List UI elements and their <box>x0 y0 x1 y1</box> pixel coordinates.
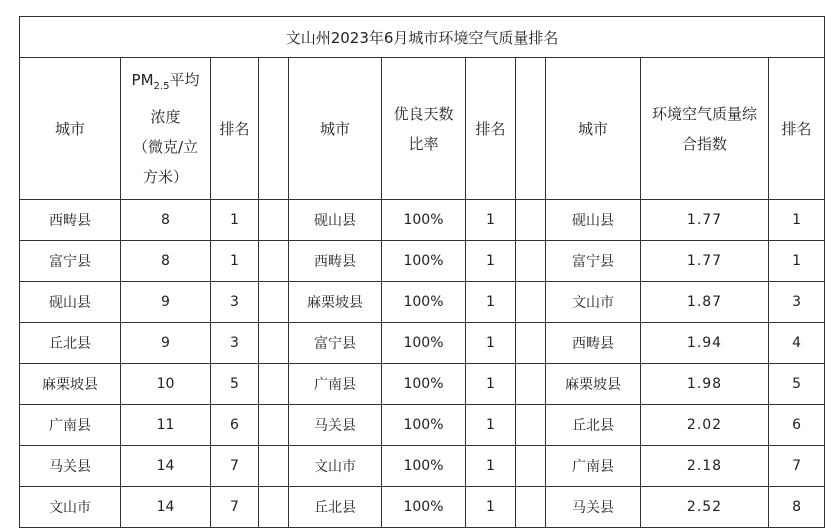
good-rate-cell: 100% <box>382 200 466 241</box>
rank-cell: 7 <box>211 487 259 528</box>
t2-city-header: 城市 <box>289 58 382 200</box>
city-cell: 西畴县 <box>289 241 382 282</box>
pm-label: PM <box>131 71 154 89</box>
pm-value-cell: 8 <box>121 200 211 241</box>
pm-header-line3: （微克/立 <box>132 138 199 156</box>
city-cell: 西畴县 <box>546 323 641 364</box>
city-cell: 广南县 <box>546 446 641 487</box>
rank-cell: 1 <box>769 241 825 282</box>
city-cell: 丘北县 <box>20 323 121 364</box>
good-rate-cell: 100% <box>382 405 466 446</box>
gap-cell <box>516 405 546 446</box>
table-row <box>20 282 825 323</box>
t2-rank-header: 排名 <box>466 58 516 200</box>
ranking-table <box>19 16 825 528</box>
good-rate-cell: 100% <box>382 282 466 323</box>
good-rate-cell: 100% <box>382 487 466 528</box>
rank-cell: 3 <box>211 282 259 323</box>
city-cell: 文山市 <box>546 282 641 323</box>
aqi-value-cell: 1.77 <box>641 241 769 282</box>
gap-cell <box>516 282 546 323</box>
pm-value-cell: 11 <box>121 405 211 446</box>
gap-cell <box>259 446 289 487</box>
city-cell: 文山市 <box>20 487 121 528</box>
city-cell: 西畴县 <box>20 200 121 241</box>
rank-cell: 1 <box>466 364 516 405</box>
rank-cell: 6 <box>211 405 259 446</box>
gap-cell <box>516 364 546 405</box>
rank-cell: 1 <box>466 241 516 282</box>
table-row <box>20 323 825 364</box>
city-cell: 马关县 <box>289 405 382 446</box>
pm-header-line4: 方米） <box>142 168 188 186</box>
aqi-value-cell: 2.52 <box>641 487 769 528</box>
gap-cell <box>259 282 289 323</box>
pm-header-line1 <box>121 65 210 102</box>
t3-city-header: 城市 <box>546 58 641 200</box>
table-row <box>20 364 825 405</box>
city-cell: 麻栗坡县 <box>20 364 121 405</box>
table-row <box>20 446 825 487</box>
pm-header-line2: 浓度 <box>150 108 181 126</box>
gap-cell <box>259 487 289 528</box>
city-cell: 砚山县 <box>289 200 382 241</box>
rank-cell: 7 <box>211 446 259 487</box>
gap-cell <box>259 241 289 282</box>
good-rate-cell: 100% <box>382 241 466 282</box>
t1-rank-header: 排名 <box>211 58 259 200</box>
gap-cell <box>516 241 546 282</box>
rank-cell: 1 <box>466 282 516 323</box>
aqi-header-line1: 环境空气质量综 <box>651 104 757 123</box>
table-row <box>20 241 825 282</box>
pm-value-cell: 9 <box>121 323 211 364</box>
rank-cell: 4 <box>769 323 825 364</box>
gap-cell <box>516 200 546 241</box>
t2-good-header <box>382 58 466 200</box>
rank-cell: 1 <box>466 323 516 364</box>
rank-cell: 1 <box>211 200 259 241</box>
table-row <box>20 405 825 446</box>
t3-rank-header: 排名 <box>769 58 825 200</box>
good-header-line2: 比率 <box>408 134 439 153</box>
rank-cell: 5 <box>211 364 259 405</box>
table-title: 文山州2023年6月城市环境空气质量排名 <box>20 17 825 58</box>
aqi-value-cell: 1.87 <box>641 282 769 323</box>
aqi-value-cell: 2.18 <box>641 446 769 487</box>
aqi-value-cell: 2.02 <box>641 405 769 446</box>
rank-cell: 3 <box>211 323 259 364</box>
city-cell: 砚山县 <box>20 282 121 323</box>
pm-value-cell: 8 <box>121 241 211 282</box>
title-row <box>20 17 825 58</box>
gap-cell <box>516 487 546 528</box>
rank-cell: 1 <box>466 446 516 487</box>
gap-cell <box>259 364 289 405</box>
rank-cell: 5 <box>769 364 825 405</box>
rank-cell: 1 <box>769 200 825 241</box>
table-row <box>20 487 825 528</box>
rank-cell: 8 <box>769 487 825 528</box>
city-cell: 富宁县 <box>546 241 641 282</box>
good-rate-cell: 100% <box>382 323 466 364</box>
pm-label-post: 平均 <box>169 71 200 89</box>
gap-cell <box>259 200 289 241</box>
city-cell: 马关县 <box>20 446 121 487</box>
gap-cell <box>516 446 546 487</box>
city-cell: 富宁县 <box>20 241 121 282</box>
pm-value-cell: 10 <box>121 364 211 405</box>
rank-cell: 1 <box>466 487 516 528</box>
rank-cell: 1 <box>466 200 516 241</box>
t3-aqi-header <box>641 58 769 200</box>
gap-cell <box>259 405 289 446</box>
pm-value-cell: 9 <box>121 282 211 323</box>
t1-city-header: 城市 <box>20 58 121 200</box>
rank-cell: 3 <box>769 282 825 323</box>
city-cell: 马关县 <box>546 487 641 528</box>
table-body <box>20 200 825 528</box>
city-cell: 广南县 <box>20 405 121 446</box>
good-rate-cell: 100% <box>382 364 466 405</box>
gap-cell <box>516 58 546 200</box>
pm-value-cell: 14 <box>121 487 211 528</box>
pm-value-cell: 14 <box>121 446 211 487</box>
rank-cell: 1 <box>211 241 259 282</box>
aqi-value-cell: 1.98 <box>641 364 769 405</box>
gap-cell <box>516 323 546 364</box>
gap-cell <box>259 323 289 364</box>
table-row <box>20 200 825 241</box>
rank-cell: 7 <box>769 446 825 487</box>
good-rate-cell: 100% <box>382 446 466 487</box>
city-cell: 砚山县 <box>546 200 641 241</box>
city-cell: 富宁县 <box>289 323 382 364</box>
city-cell: 丘北县 <box>289 487 382 528</box>
city-cell: 麻栗坡县 <box>546 364 641 405</box>
city-cell: 广南县 <box>289 364 382 405</box>
aqi-value-cell: 1.94 <box>641 323 769 364</box>
rank-cell: 6 <box>769 405 825 446</box>
pm-subscript: 2.5 <box>153 81 170 92</box>
rank-cell: 1 <box>466 405 516 446</box>
city-cell: 文山市 <box>289 446 382 487</box>
good-header-line1: 优良天数 <box>393 104 454 123</box>
gap-cell <box>259 58 289 200</box>
aqi-header-line2: 合指数 <box>681 134 727 153</box>
city-cell: 丘北县 <box>546 405 641 446</box>
header-row <box>20 58 825 200</box>
aqi-value-cell: 1.77 <box>641 200 769 241</box>
t1-pm-header <box>121 58 211 200</box>
city-cell: 麻栗坡县 <box>289 282 382 323</box>
